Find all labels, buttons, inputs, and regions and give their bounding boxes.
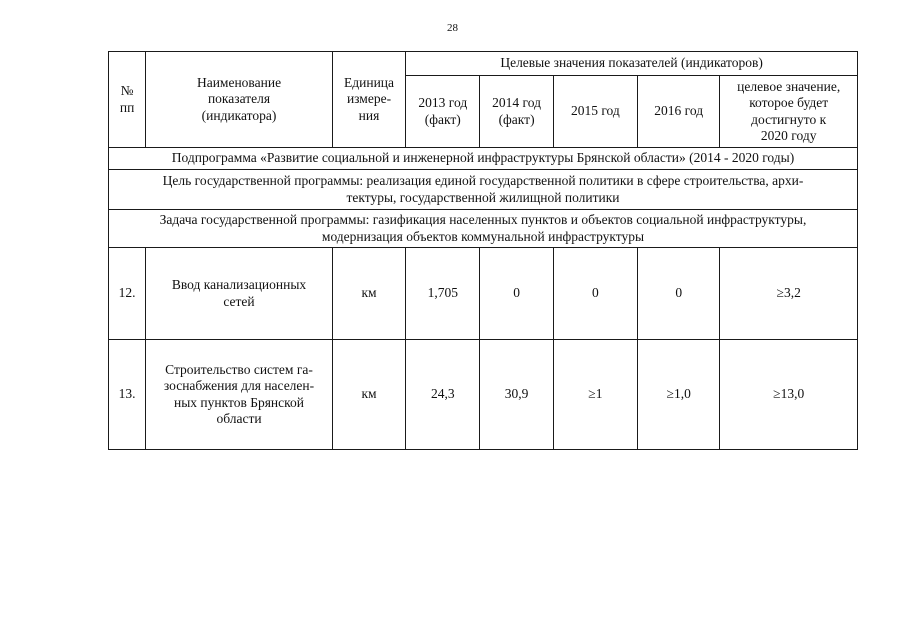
row-value-2016: 0 — [638, 248, 720, 340]
header-year-2015: 2015 год — [553, 76, 637, 148]
page-number: 28 — [447, 22, 458, 34]
indicators-table — [108, 51, 858, 450]
header-year-2014: 2014 год (факт) — [480, 76, 553, 148]
row-name: Ввод канализационных сетей — [146, 248, 333, 340]
table-row — [109, 248, 858, 340]
row-value-2020: ≥13,0 — [720, 340, 858, 450]
row-value-2013: 1,705 — [406, 248, 480, 340]
header-year-2016: 2016 год — [638, 76, 720, 148]
header-target-group: Целевые значения показателей (индикаторов) — [406, 52, 858, 76]
header-target-2020: целевое значение, которое будет достигнуто к 2020 году — [720, 76, 858, 148]
row-num: 13. — [109, 340, 146, 450]
row-value-2015: 0 — [553, 248, 637, 340]
row-value-2015: ≥1 — [553, 340, 637, 450]
row-value-2014: 30,9 — [480, 340, 553, 450]
header-unit: Единица измере- ния — [332, 52, 405, 148]
header-num: № пп — [109, 52, 146, 148]
row-unit: км — [332, 248, 405, 340]
subprogram-row: Подпрограмма «Развитие социальной и инженерной инфраструктуры Брянской области» (2014 - 2020 годы) — [109, 148, 858, 170]
goal-row: Цель государственной программы: реализация единой государственной политики в сфере строительства, архи- тектуры, государственной жилищной политики — [109, 170, 858, 210]
row-value-2013: 24,3 — [406, 340, 480, 450]
row-name: Строительство систем га- зоснабжения для населен- ных пунктов Брянской области — [146, 340, 333, 450]
row-value-2014: 0 — [480, 248, 553, 340]
row-num: 12. — [109, 248, 146, 340]
task-row: Задача государственной программы: газификация населенных пунктов и объектов социальной инфраструктуры, модернизация объектов коммунальной инфраструктуры — [109, 210, 858, 248]
row-value-2020: ≥3,2 — [720, 248, 858, 340]
header-name: Наименование показателя (индикатора) — [146, 52, 333, 148]
row-value-2016: ≥1,0 — [638, 340, 720, 450]
row-unit: км — [332, 340, 405, 450]
header-year-2013: 2013 год (факт) — [406, 76, 480, 148]
table-row — [109, 340, 858, 450]
